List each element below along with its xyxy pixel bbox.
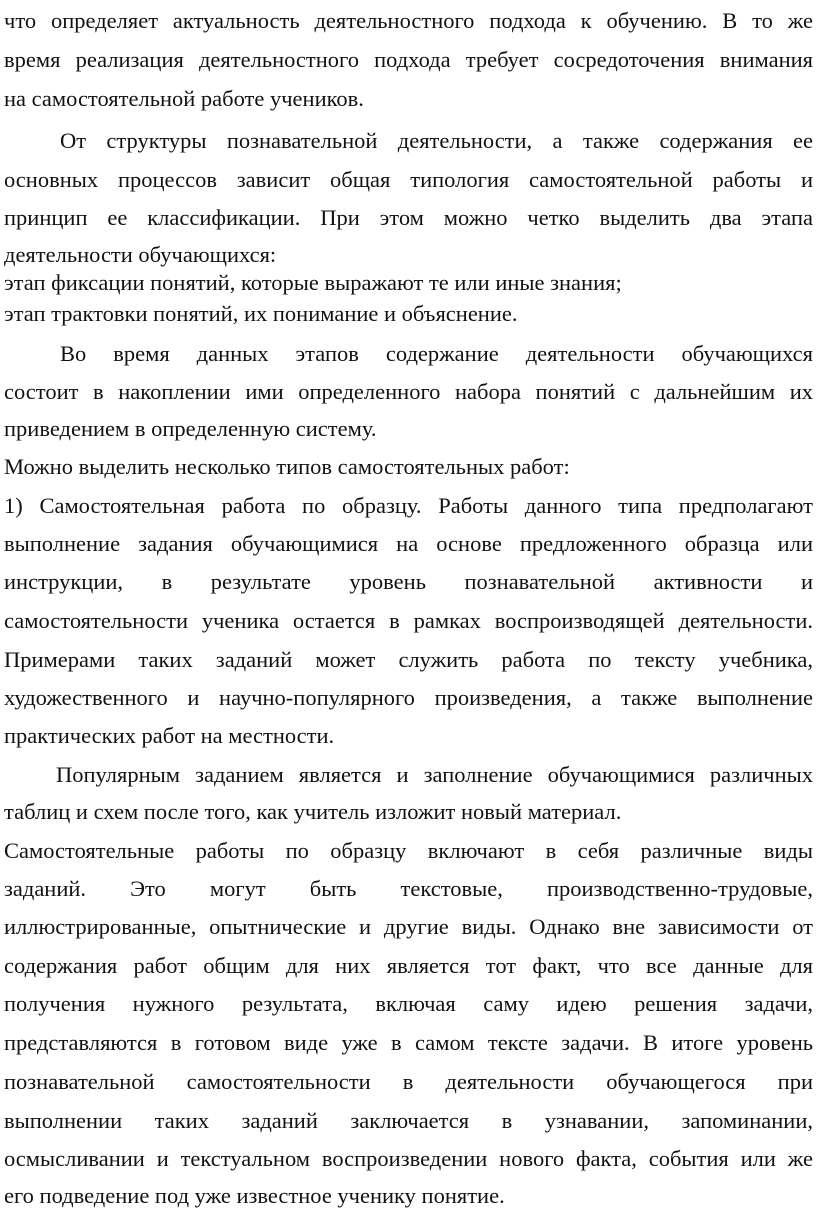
text-line: деятельности обучающихся: bbox=[4, 242, 277, 267]
text-line: время реализация деятельностного подхода требует сосредоточения внимания bbox=[4, 47, 813, 72]
text-line: приведением в определенную систему. bbox=[4, 416, 377, 441]
text-line: выполнение задания обучающимися на основе предложенного образца или bbox=[4, 531, 813, 556]
text-line: самостоятельности ученика остается в рамках воспроизводящей деятельности. bbox=[4, 608, 813, 633]
text-line: От структуры познавательной деятельности, а также содержания ее bbox=[60, 128, 813, 153]
text-line: этап фиксации понятий, которые выражают те или иные знания; bbox=[4, 270, 622, 295]
text-line: Самостоятельные работы по образцу включают в себя различные виды bbox=[4, 838, 813, 863]
text-line: что определяет актуальность деятельностного подхода к обучению. В то же bbox=[4, 8, 813, 33]
text-line: практических работ на местности. bbox=[4, 723, 335, 748]
text-line: инструкции, в результате уровень познавательной активности и bbox=[4, 569, 813, 594]
text-line: Популярным заданием является и заполнение обучающимися различных bbox=[56, 762, 813, 787]
text-line: 1) Самостоятельная работа по образцу. Работы данного типа предполагают bbox=[4, 493, 813, 518]
text-line: состоит в накоплении ими определенного набора понятий с дальнейшим их bbox=[4, 379, 813, 404]
text-line: таблиц и схем после того, как учитель изложит новый материал. bbox=[4, 799, 622, 824]
text-line: его подведение под уже известное ученику понятие. bbox=[4, 1183, 505, 1208]
text-line: познавательной самостоятельности в деятельности обучающегося при bbox=[4, 1069, 813, 1094]
text-line: этап трактовки понятий, их понимание и объяснение. bbox=[4, 301, 518, 326]
text-line: Можно выделить несколько типов самостоятельных работ: bbox=[4, 454, 570, 479]
text-line: представляются в готовом виде уже в самом тексте задачи. В итоге уровень bbox=[4, 1030, 813, 1055]
text-line: принцип ее классификации. При этом можно четко выделить два этапа bbox=[4, 205, 813, 230]
text-line: выполнении таких заданий заключается в узнавании, запоминании, bbox=[4, 1108, 813, 1133]
text-line: получения нужного результата, включая саму идею решения задачи, bbox=[4, 991, 813, 1016]
text-line: иллюстрированные, опытнические и другие виды. Однако вне зависимости от bbox=[4, 914, 813, 939]
text-line: Во время данных этапов содержание деятельности обучающихся bbox=[60, 341, 813, 366]
text-line: заданий. Это могут быть текстовые, производственно-трудовые, bbox=[4, 876, 813, 901]
text-line: осмысливании и текстуальном воспроизведении нового факта, события или же bbox=[4, 1146, 813, 1171]
text-line: Примерами таких заданий может служить работа по тексту учебника, bbox=[4, 647, 813, 672]
text-line: художественного и научно-популярного произведения, а также выполнение bbox=[4, 685, 813, 710]
text-line: содержания работ общим для них является тот факт, что все данные для bbox=[4, 953, 813, 978]
text-line: основных процессов зависит общая типология самостоятельной работы и bbox=[4, 167, 813, 192]
text-line: на самостоятельной работе учеников. bbox=[4, 86, 364, 111]
